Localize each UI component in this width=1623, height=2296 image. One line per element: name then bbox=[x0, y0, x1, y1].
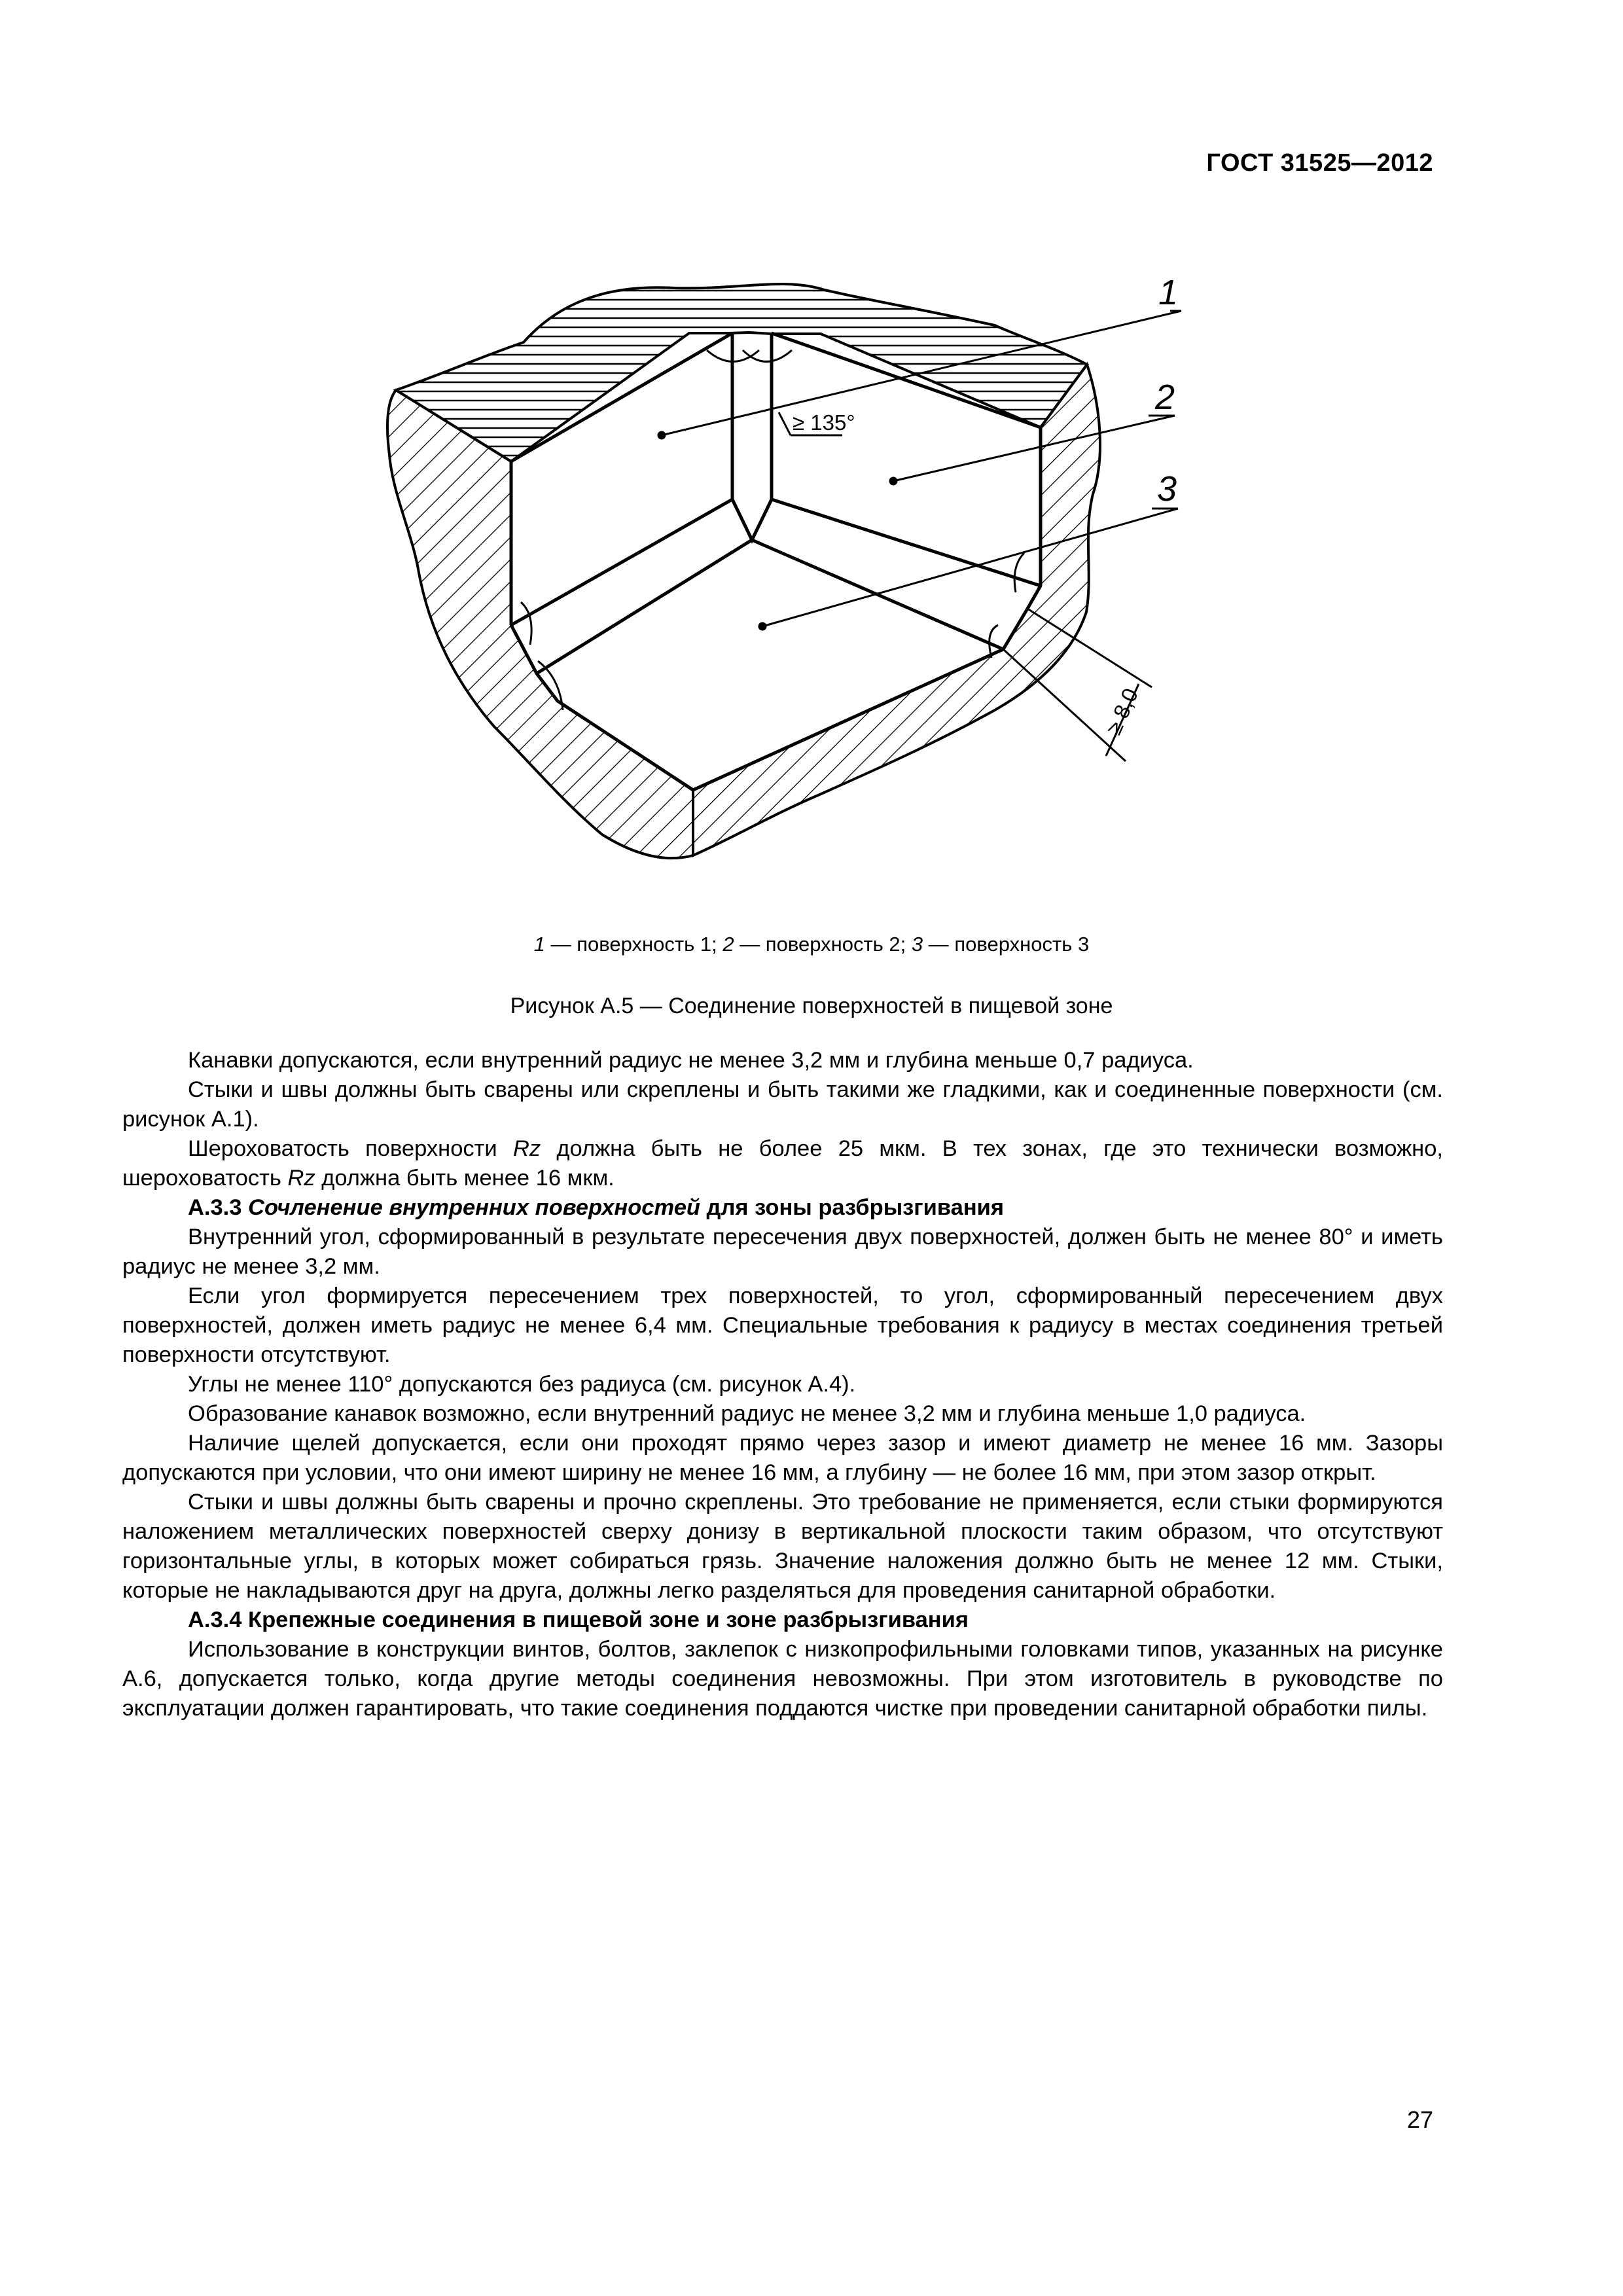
angle-label: ≥ 135° bbox=[793, 410, 855, 435]
section-heading-a33: А.3.3 Сочленение внутренних поверхностей для зоны разбрызгивания bbox=[188, 1195, 1005, 1220]
figure-label-1: 1 bbox=[1158, 273, 1179, 312]
legend-num-1: 1 bbox=[533, 933, 546, 956]
paragraph: Внутренний угол, сформированный в результате пересечения двух поверхностей, должен быть не менее 80° и иметь радиус не менее 3,2 мм. bbox=[122, 1225, 1443, 1279]
document-header: ГОСТ 31525—2012 bbox=[1206, 149, 1433, 177]
figure-label-2: 2 bbox=[1155, 378, 1175, 417]
figure-caption: Рисунок А.5 — Соединение поверхностей в пищевой зоне bbox=[510, 994, 1113, 1018]
paragraph: Шероховатость поверхности Rz должна быть не более 25 мкм. В тех зонах, где это технически возможно, шероховатость Rz должна быть менее 16 мкм. bbox=[122, 1136, 1443, 1191]
figure-legend bbox=[0, 933, 1623, 956]
legend-text-2: — поверхность 2; bbox=[734, 933, 912, 956]
legend-text-1: — поверхность 1; bbox=[545, 933, 723, 956]
dimension-label: ≥ 8,0 bbox=[1101, 684, 1143, 738]
top-wall-section bbox=[396, 284, 1087, 461]
figure-a5-drawing bbox=[366, 259, 1185, 867]
legend-num-3: 3 bbox=[911, 933, 923, 956]
paragraph: Использование в конструкции винтов, болтов, заклепок с низкопрофильными головками типов, указанных на рисунке А.6, допускается только, когда другие методы соединения невозможны. При этом изготовитель в руководстве по эксплуатации должен гарантировать, что такие соединения поддаются чистке при проведении санитарной обработки пилы. bbox=[122, 1637, 1443, 1721]
page-number: 27 bbox=[1406, 2106, 1433, 2133]
paragraph: Углы не менее 110° допускаются без радиуса (см. рисунок А.4). bbox=[188, 1372, 856, 1397]
paragraph: Образование канавок возможно, если внутренний радиус не менее 3,2 мм и глубина меньше 1,0 радиуса. bbox=[188, 1401, 1306, 1426]
body-text bbox=[122, 1046, 1443, 1723]
paragraph: Если угол формируется пересечением трех поверхностей, то угол, сформированный пересечением двух поверхностей, должен иметь радиус не менее 6,4 мм. Специальные требования к радиусу в местах соединения третьей поверхности отсутствуют. bbox=[122, 1283, 1443, 1367]
paragraph: Наличие щелей допускается, если они проходят прямо через зазор и имеют диаметр не менее 16 мм. Зазоры допускаются при условии, что они имеют ширину не менее 16 мм, а глубину — не более 16 мм, при этом зазор открыт. bbox=[122, 1431, 1443, 1485]
figure-a5 bbox=[366, 259, 1185, 867]
figure-label-3: 3 bbox=[1157, 469, 1177, 509]
paragraph: Стыки и швы должны быть сварены и прочно скреплены. Это требование не применяется, если стыки формируются наложением металлических поверхностей сверху донизу в вертикальной плоскости таким образом, что отсутствуют горизонтальные углы, в которых может собираться грязь. Значение наложения должно быть не менее 12 мм. Стыки, которые не накладываются друг на друга, должны легко разделяться для проведения санитарной обработки. bbox=[122, 1490, 1443, 1603]
left-wall-section bbox=[387, 390, 693, 858]
legend-text-3: — поверхность 3 bbox=[923, 933, 1090, 956]
legend-num-2: 2 bbox=[722, 933, 734, 956]
paragraph: Канавки допускаются, если внутренний радиус не менее 3,2 мм и глубина меньше 0,7 радиуса. bbox=[188, 1048, 1194, 1073]
section-heading-a34: А.3.4 Крепежные соединения в пищевой зоне и зоне разбрызгивания bbox=[188, 1607, 969, 1632]
paragraph: Стыки и швы должны быть сварены или скреплены и быть такими же гладкими, как и соединенные поверхности (см. рисунок А.1). bbox=[122, 1077, 1443, 1132]
